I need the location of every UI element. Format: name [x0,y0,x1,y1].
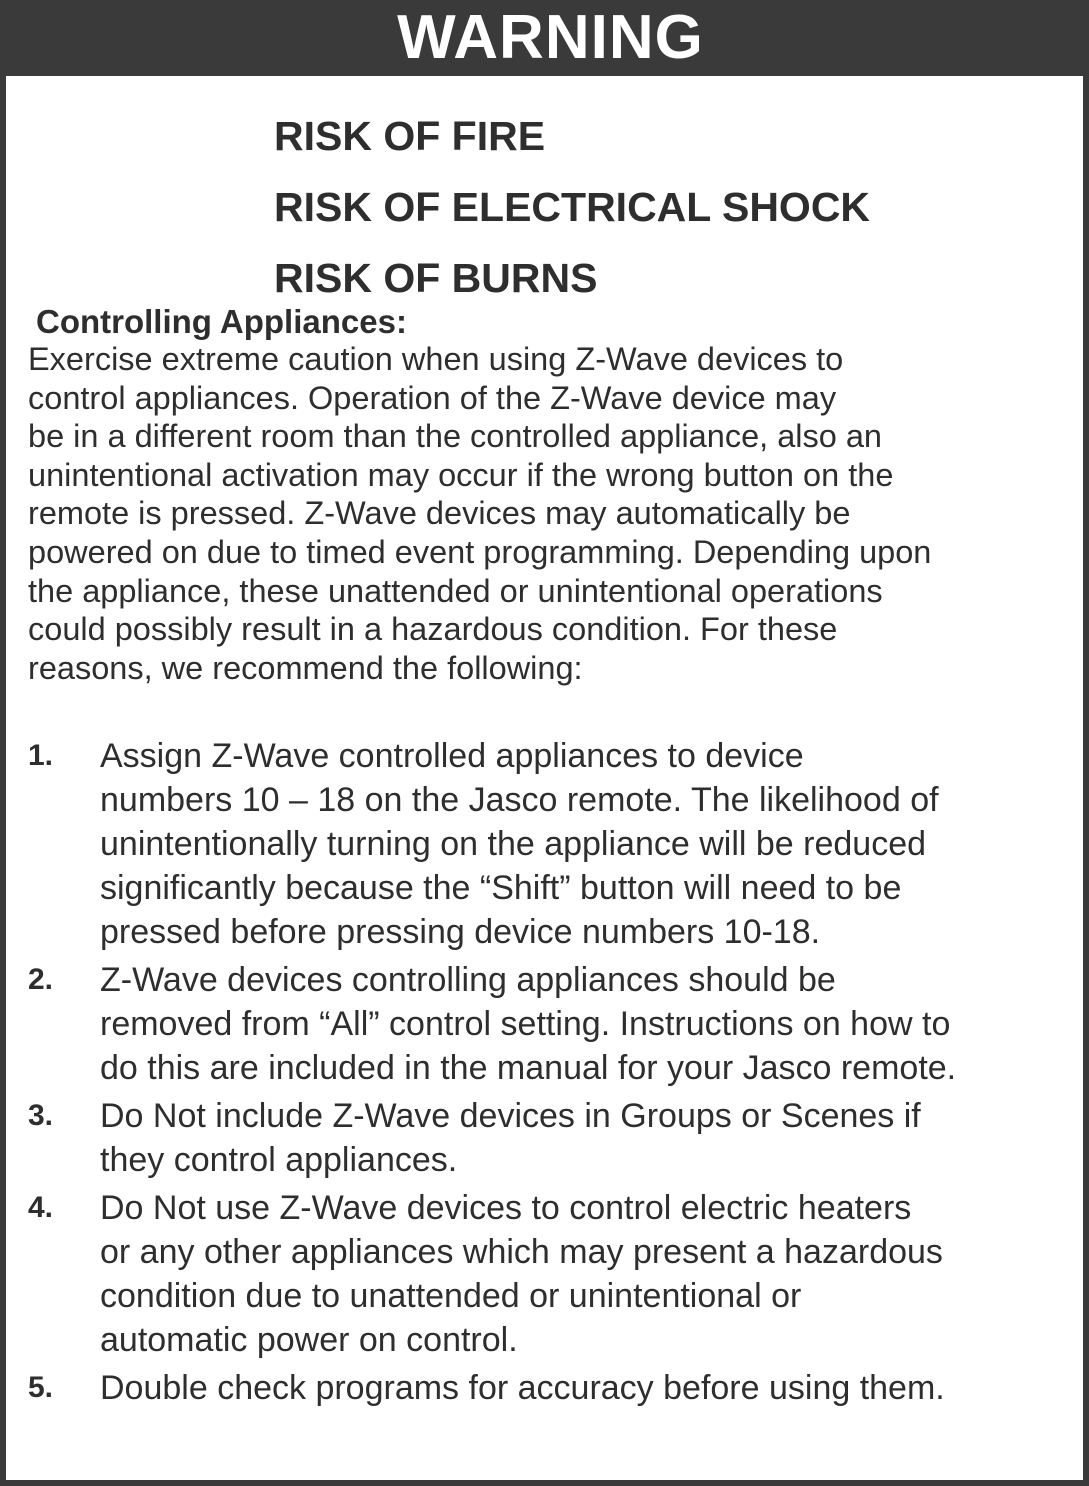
intro-paragraph [28,340,1068,687]
item-line: automatic power on control. [100,1321,518,1359]
intro-line: the appliance, these unattended or unintentional operations [28,572,883,609]
item-number: 2. [28,963,54,996]
risk-fire: RISK OF FIRE [274,113,546,159]
item-number: 4. [28,1191,54,1224]
item-number: 5. [28,1371,54,1404]
recommendation-item [28,1366,1078,1410]
item-line: pressed before pressing device numbers 10-18. [100,913,821,951]
item-line: Assign Z-Wave controlled appliances to device [100,737,804,775]
intro-line: unintentional activation may occur if the wrong button on the [28,456,894,493]
item-number: 1. [28,739,54,772]
recommendation-item [28,734,1078,954]
item-line: or any other appliances which may present a hazardous [100,1233,943,1271]
warning-banner: WARNING [6,0,1089,76]
item-line: do this are included in the manual for your Jasco remote. [100,1049,957,1087]
intro-line: remote is pressed. Z-Wave devices may automatically be [28,495,851,532]
intro-line: reasons, we recommend the following: [28,649,583,686]
item-line: unintentionally turning on the appliance will be reduced [100,825,927,863]
risk-burns: RISK OF BURNS [274,255,598,301]
risk-electrical-shock: RISK OF ELECTRICAL SHOCK [274,184,871,230]
intro-line: Exercise extreme caution when using Z-Wave devices to [28,341,844,377]
item-line: Do Not include Z-Wave devices in Groups or Scenes if [100,1097,921,1135]
item-line: Do Not use Z-Wave devices to control electric heaters [100,1189,912,1227]
intro-line: could possibly result in a hazardous condition. For these [28,611,838,648]
item-line: condition due to unattended or unintentional or [100,1277,802,1315]
item-line: removed from “All” control setting. Instructions on how to [100,1005,951,1043]
item-line: significantly because the “Shift” button will need to be [100,869,902,907]
item-line: Double check programs for accuracy before using them. [100,1369,945,1407]
risk-list [274,110,870,323]
intro-line: be in a different room than the controlled appliance, also an [28,418,882,455]
item-line: numbers 10 – 18 on the Jasco remote. The likelihood of [100,781,939,819]
item-line: Z-Wave devices controlling appliances should be [100,961,836,999]
recommendation-list [28,734,1078,1414]
intro-line: control appliances. Operation of the Z-Wave device may [28,379,837,416]
intro-line: powered on due to timed event programming. Depending upon [28,533,932,570]
section-title: Controlling Appliances: [36,303,407,340]
item-line: they control appliances. [100,1141,458,1179]
recommendation-item [28,1186,1078,1362]
recommendation-item [28,958,1078,1090]
recommendation-item [28,1094,1078,1182]
item-number: 3. [28,1099,54,1132]
